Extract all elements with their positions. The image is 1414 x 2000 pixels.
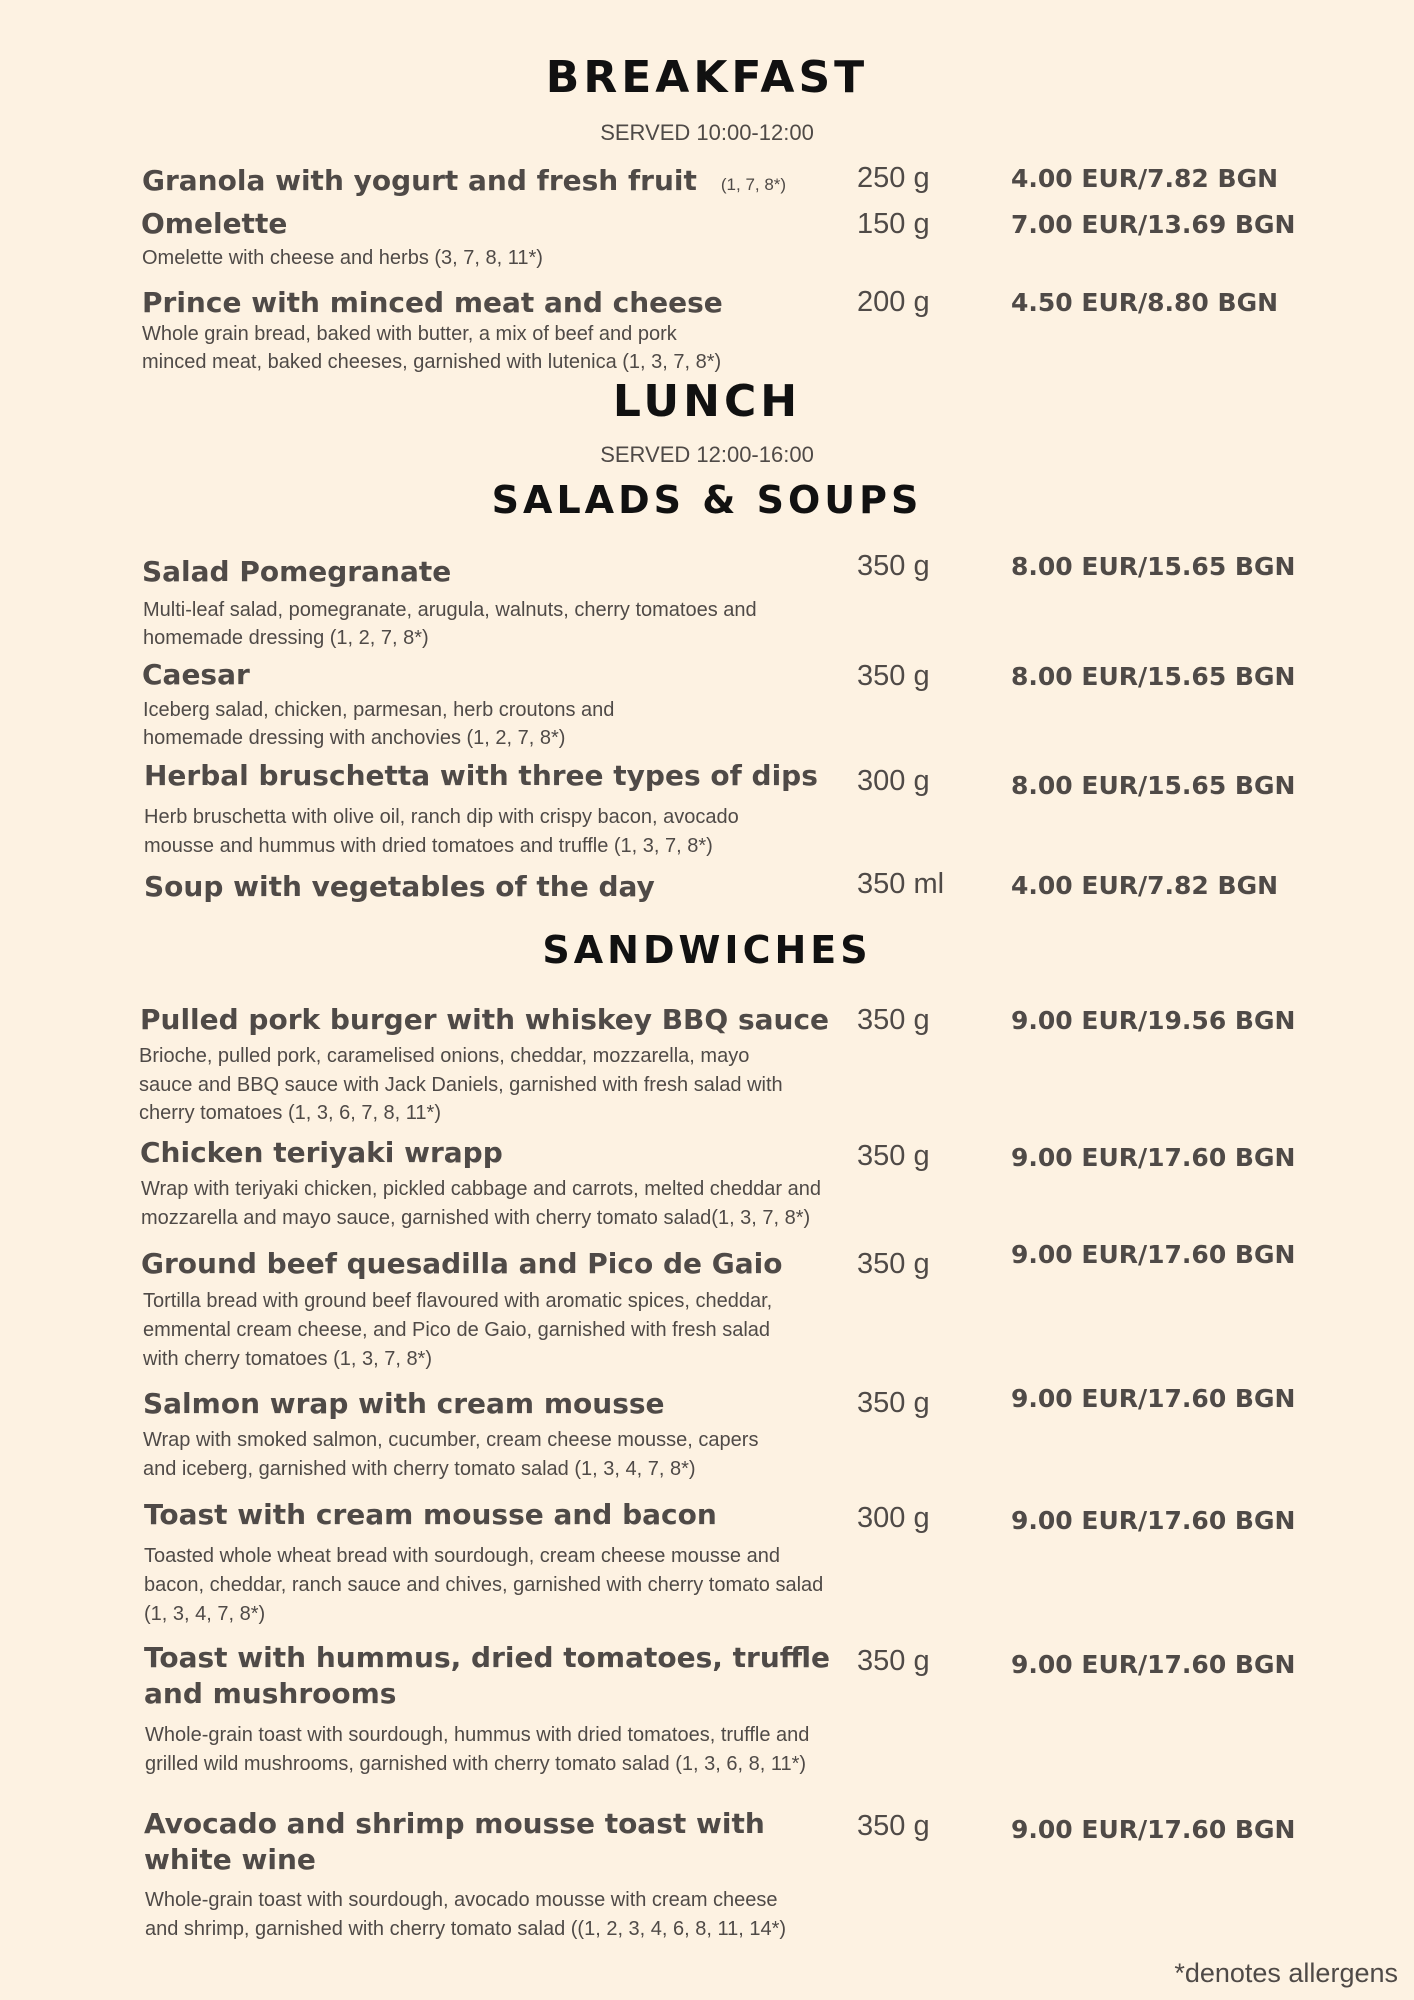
menu-item-name: Salmon wrap with cream mousse bbox=[143, 1387, 665, 1420]
item-weight: 300 g bbox=[857, 765, 930, 797]
item-description: mozzarella and mayo sauce, garnished with cherry tomato salad(1, 3, 7, 8*) bbox=[141, 1207, 811, 1229]
item-allergens: (1, 7, 8*) bbox=[720, 175, 787, 194]
item-weight: 250 g bbox=[857, 162, 930, 194]
item-description: mousse and hummus with dried tomatoes and truffle (1, 3, 7, 8*) bbox=[144, 835, 713, 857]
item-name-text: Granola with yogurt and fresh fruit bbox=[142, 164, 697, 197]
menu-item-name: Prince with minced meat and cheese bbox=[142, 286, 723, 319]
item-price: 9.00 EUR/17.60 BGN bbox=[1011, 1815, 1296, 1844]
item-weight: 150 g bbox=[857, 208, 930, 240]
item-description: cherry tomatoes (1, 3, 6, 7, 8, 11*) bbox=[139, 1102, 441, 1124]
breakfast-served-hours: SERVED 10:00-12:00 bbox=[600, 120, 814, 145]
item-price: 9.00 EUR/17.60 BGN bbox=[1011, 1143, 1296, 1172]
menu-item-name: Herbal bruschetta with three types of dips bbox=[144, 759, 818, 792]
item-price: 4.00 EUR/7.82 BGN bbox=[1011, 871, 1279, 900]
item-description: bacon, cheddar, ranch sauce and chives, garnished with cherry tomato salad bbox=[144, 1574, 824, 1596]
item-description: Toasted whole wheat bread with sourdough, cream cheese mousse and bbox=[144, 1545, 780, 1567]
sandwiches-heading: SANDWICHES bbox=[542, 928, 872, 972]
menu-item-name: Salad Pomegranate bbox=[142, 555, 452, 588]
item-description: Whole-grain toast with sourdough, hummus with dried tomatoes, truffle and bbox=[145, 1724, 810, 1746]
lunch-served-hours: SERVED 12:00-16:00 bbox=[600, 442, 814, 467]
item-description: grilled wild mushrooms, garnished with cherry tomato salad (1, 3, 6, 8, 11*) bbox=[145, 1753, 807, 1775]
item-price: 4.00 EUR/7.82 BGN bbox=[1011, 164, 1279, 193]
item-description: (1, 3, 4, 7, 8*) bbox=[144, 1603, 266, 1625]
menu-item-name: Avocado and shrimp mousse toast with bbox=[144, 1807, 765, 1840]
item-description: and iceberg, garnished with cherry tomato salad (1, 3, 4, 7, 8*) bbox=[143, 1458, 696, 1480]
item-weight: 350 g bbox=[857, 1248, 930, 1280]
menu-item-name bbox=[142, 163, 786, 203]
item-weight: 300 g bbox=[857, 1502, 930, 1534]
item-description: Iceberg salad, chicken, parmesan, herb croutons and bbox=[143, 699, 615, 721]
item-price: 9.00 EUR/17.60 BGN bbox=[1011, 1650, 1296, 1679]
item-description: Tortilla bread with ground beef flavoured with aromatic spices, cheddar, bbox=[143, 1290, 773, 1312]
item-price: 4.50 EUR/8.80 BGN bbox=[1011, 288, 1279, 317]
allergen-footnote: *denotes allergens bbox=[1174, 1958, 1398, 1988]
item-weight: 350 g bbox=[857, 660, 930, 692]
item-price: 8.00 EUR/15.65 BGN bbox=[1011, 771, 1296, 800]
item-price: 7.00 EUR/13.69 BGN bbox=[1011, 210, 1296, 239]
item-description: Brioche, pulled pork, caramelised onions, cheddar, mozzarella, mayo bbox=[139, 1045, 750, 1067]
item-weight: 350 g bbox=[857, 1140, 930, 1172]
item-weight: 350 g bbox=[857, 1387, 930, 1419]
item-description: homemade dressing (1, 2, 7, 8*) bbox=[143, 627, 429, 649]
item-price: 9.00 EUR/19.56 BGN bbox=[1011, 1006, 1296, 1035]
item-price: 9.00 EUR/17.60 BGN bbox=[1011, 1240, 1296, 1269]
item-description: and shrimp, garnished with cherry tomato salad ((1, 2, 3, 4, 6, 8, 11, 14*) bbox=[145, 1918, 787, 1940]
menu-item-name: Caesar bbox=[142, 658, 250, 691]
item-description: Wrap with smoked salmon, cucumber, cream cheese mousse, capers bbox=[143, 1429, 759, 1451]
menu-item-name: Soup with vegetables of the day bbox=[144, 870, 655, 903]
menu-item-name: Toast with hummus, dried tomatoes, truffle bbox=[144, 1641, 830, 1674]
item-price: 9.00 EUR/17.60 BGN bbox=[1011, 1384, 1296, 1413]
item-price: 8.00 EUR/15.65 BGN bbox=[1011, 552, 1296, 581]
item-description: Multi-leaf salad, pomegranate, arugula, walnuts, cherry tomatoes and bbox=[143, 599, 757, 621]
item-description: emmental cream cheese, and Pico de Gaio, garnished with fresh salad bbox=[143, 1319, 771, 1341]
item-weight: 350 ml bbox=[857, 868, 945, 900]
item-description: sauce and BBQ sauce with Jack Daniels, garnished with fresh salad with bbox=[139, 1074, 783, 1096]
menu-item-name: Pulled pork burger with whiskey BBQ sauce bbox=[140, 1003, 830, 1036]
menu-item-name: and mushrooms bbox=[144, 1677, 397, 1710]
item-weight: 350 g bbox=[857, 1004, 930, 1036]
item-description: minced meat, baked cheeses, garnished with lutenica (1, 3, 7, 8*) bbox=[142, 351, 722, 373]
item-description: Whole grain bread, baked with butter, a mix of beef and pork bbox=[142, 323, 677, 345]
menu-item-name: Ground beef quesadilla and Pico de Gaio bbox=[141, 1247, 783, 1280]
item-description: Omelette with cheese and herbs (3, 7, 8, 11*) bbox=[142, 247, 543, 269]
item-description: Herb bruschetta with olive oil, ranch dip with crispy bacon, avocado bbox=[144, 806, 739, 828]
item-description: Whole-grain toast with sourdough, avocado mousse with cream cheese bbox=[145, 1889, 778, 1911]
item-description: homemade dressing with anchovies (1, 2, 7, 8*) bbox=[143, 727, 566, 749]
item-weight: 350 g bbox=[857, 1810, 930, 1842]
salads-soups-heading: SALADS & SOUPS bbox=[491, 478, 923, 522]
lunch-heading: LUNCH bbox=[612, 376, 802, 427]
menu-item-name: white wine bbox=[144, 1843, 316, 1876]
item-description: Wrap with teriyaki chicken, pickled cabbage and carrots, melted cheddar and bbox=[141, 1178, 821, 1200]
menu-item-name: Toast with cream mousse and bacon bbox=[144, 1498, 717, 1531]
menu-item-name: Omelette bbox=[141, 207, 288, 240]
item-weight: 350 g bbox=[857, 550, 930, 582]
item-price: 8.00 EUR/15.65 BGN bbox=[1011, 662, 1296, 691]
breakfast-heading: BREAKFAST bbox=[545, 52, 869, 103]
item-weight: 200 g bbox=[857, 286, 930, 318]
item-weight: 350 g bbox=[857, 1645, 930, 1677]
menu-item-name: Chicken teriyaki wrapp bbox=[140, 1136, 503, 1169]
item-description: with cherry tomatoes (1, 3, 7, 8*) bbox=[143, 1348, 433, 1370]
item-price: 9.00 EUR/17.60 BGN bbox=[1011, 1506, 1296, 1535]
